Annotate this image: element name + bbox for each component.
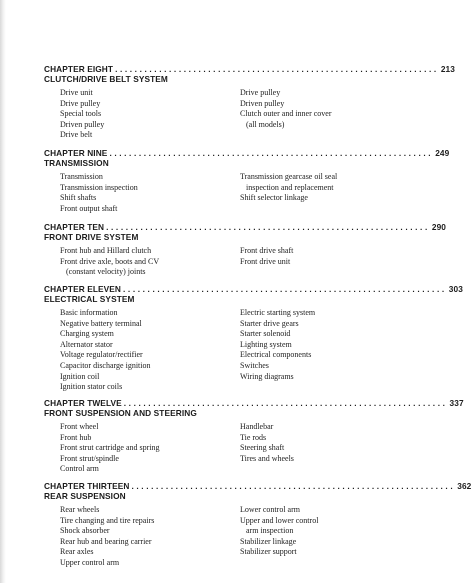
chapter-label: CHAPTER THIRTEEN	[44, 481, 130, 491]
topic-item: Electric starting system	[240, 308, 316, 317]
topic-item: Wiring diagrams	[240, 371, 294, 381]
topic-column-right	[240, 505, 374, 558]
topic-item: Tie rods	[240, 432, 267, 442]
chapter-title: FRONT DRIVE SYSTEM	[44, 232, 139, 242]
chapter-title: FRONT SUSPENSION AND STEERING	[44, 408, 197, 418]
topic-column-left	[60, 172, 230, 214]
topic-item: Front strut cartridge and spring	[60, 443, 160, 453]
topic-item-continuation: inspection and replacement	[246, 182, 334, 192]
chapter-heading[interactable]	[44, 148, 450, 158]
chapter-eight	[44, 64, 455, 140]
topic-item: Front drive unit	[240, 256, 291, 266]
chapter-label: CHAPTER EIGHT	[44, 64, 114, 74]
topic-item: Electrical components	[240, 350, 312, 360]
topic-column-left	[60, 422, 230, 475]
chapter-page-number: 249	[435, 148, 450, 158]
topic-item: Front output shaft	[60, 203, 118, 213]
chapter-title: CLUTCH/DRIVE BELT SYSTEM	[44, 74, 168, 84]
dot-leader: ..................................................................	[123, 398, 448, 408]
topic-item: Ignition coil	[60, 371, 100, 381]
dot-leader: ..................................................................	[109, 148, 434, 158]
topic-item: Control arm	[60, 464, 99, 474]
chapter-page-number: 362	[457, 481, 471, 491]
dot-leader: ..................................................................	[115, 64, 439, 74]
topic-item-continuation: arm inspection	[246, 526, 294, 536]
topic-item: Driven pulley	[60, 119, 105, 129]
topic-item: Rear wheels	[60, 505, 100, 514]
topic-item: Alternator stator	[60, 339, 113, 349]
topic-item: Front wheel	[60, 422, 99, 431]
topic-item: Drive belt	[60, 130, 93, 140]
topic-item-continuation: (all models)	[246, 119, 285, 129]
dot-leader: ..................................................................	[106, 222, 430, 232]
topic-item-continuation: (constant velocity) joints	[66, 267, 146, 277]
topic-item: Transmission gearcase oil seal	[240, 172, 338, 181]
chapter-page-number: 303	[448, 284, 463, 294]
chapter-eleven	[44, 284, 463, 392]
topic-item: Lighting system	[240, 339, 292, 349]
topic-item: Special tools	[60, 109, 102, 119]
topic-item: Transmission inspection	[60, 182, 138, 192]
chapter-heading[interactable]	[44, 398, 464, 408]
topic-column-left	[60, 246, 230, 278]
topic-item: Rear axles	[60, 547, 94, 557]
chapter-page-number: 337	[449, 398, 464, 408]
topic-item: Stabilizer linkage	[240, 536, 297, 546]
topic-item: Front drive shaft	[240, 246, 294, 255]
topic-item: Front strut/spindle	[60, 453, 119, 463]
topic-item: Steering shaft	[240, 443, 285, 453]
topic-column-left	[60, 308, 230, 393]
topic-item: Stabilizer support	[240, 547, 297, 557]
topic-column-right	[240, 308, 374, 382]
dot-leader: ..................................................................	[123, 284, 447, 294]
chapter-heading[interactable]	[44, 284, 463, 294]
topic-item: Charging system	[60, 329, 114, 339]
topic-column-right	[240, 246, 374, 267]
chapter-title: ELECTRICAL SYSTEM	[44, 294, 135, 304]
topic-column-left	[60, 505, 230, 569]
chapter-twelve	[44, 398, 464, 474]
chapter-label: CHAPTER ELEVEN	[44, 284, 122, 294]
chapter-label: CHAPTER TWELVE	[44, 398, 122, 408]
chapter-heading[interactable]	[44, 222, 447, 232]
topic-column-right	[240, 88, 374, 130]
topic-item: Voltage regulator/rectifier	[60, 350, 143, 360]
chapter-heading[interactable]	[44, 481, 471, 491]
topic-item: Handlebar	[240, 422, 274, 431]
topic-item: Upper control arm	[60, 557, 120, 567]
topic-item: Shift shafts	[60, 193, 97, 203]
topic-item: Front hub and Hillard clutch	[60, 246, 152, 255]
chapter-heading[interactable]	[44, 64, 455, 74]
topic-item: Shock absorber	[60, 526, 110, 536]
topic-item: Transmission	[60, 172, 103, 181]
topic-item: Shift selector linkage	[240, 193, 308, 203]
topic-item: Upper and lower control	[240, 515, 319, 525]
page-binding-edge	[0, 0, 6, 583]
topic-item: Lower control arm	[240, 505, 300, 514]
chapter-title: TRANSMISSION	[44, 158, 109, 168]
chapter-label: CHAPTER TEN	[44, 222, 105, 232]
topic-item: Capacitor discharge ignition	[60, 360, 151, 370]
dot-leader: ..................................................................	[131, 481, 456, 491]
chapter-page-number: 290	[431, 222, 447, 232]
topic-item: Clutch outer and inner cover	[240, 109, 332, 119]
topic-item: Front drive axle, boots and CV	[60, 256, 160, 266]
topic-item: Drive pulley	[240, 88, 281, 97]
topic-item: Switches	[240, 360, 269, 370]
topic-item: Starter solenoid	[240, 329, 291, 339]
topic-item: Tire changing and tire repairs	[60, 515, 155, 525]
topic-item: Driven pulley	[240, 98, 285, 108]
topic-column-left	[60, 88, 230, 141]
topic-item: Rear hub and bearing carrier	[60, 536, 152, 546]
topic-item: Basic information	[60, 308, 118, 317]
topic-column-right	[240, 422, 374, 464]
topic-item: Drive pulley	[60, 98, 101, 108]
topic-item: Tires and wheels	[240, 453, 294, 463]
chapter-nine	[44, 148, 450, 213]
chapter-label: CHAPTER NINE	[44, 148, 108, 158]
topic-item: Front hub	[60, 432, 92, 442]
chapter-ten	[44, 222, 447, 277]
topic-item: Starter drive gears	[240, 318, 299, 328]
topic-item: Ignition stator coils	[60, 382, 123, 392]
topic-item: Negative battery terminal	[60, 318, 142, 328]
topic-column-right	[240, 172, 374, 204]
chapter-title: REAR SUSPENSION	[44, 491, 126, 501]
topic-item: Drive unit	[60, 88, 93, 97]
chapter-page-number: 213	[440, 64, 455, 74]
chapter-thirteen	[44, 481, 471, 567]
